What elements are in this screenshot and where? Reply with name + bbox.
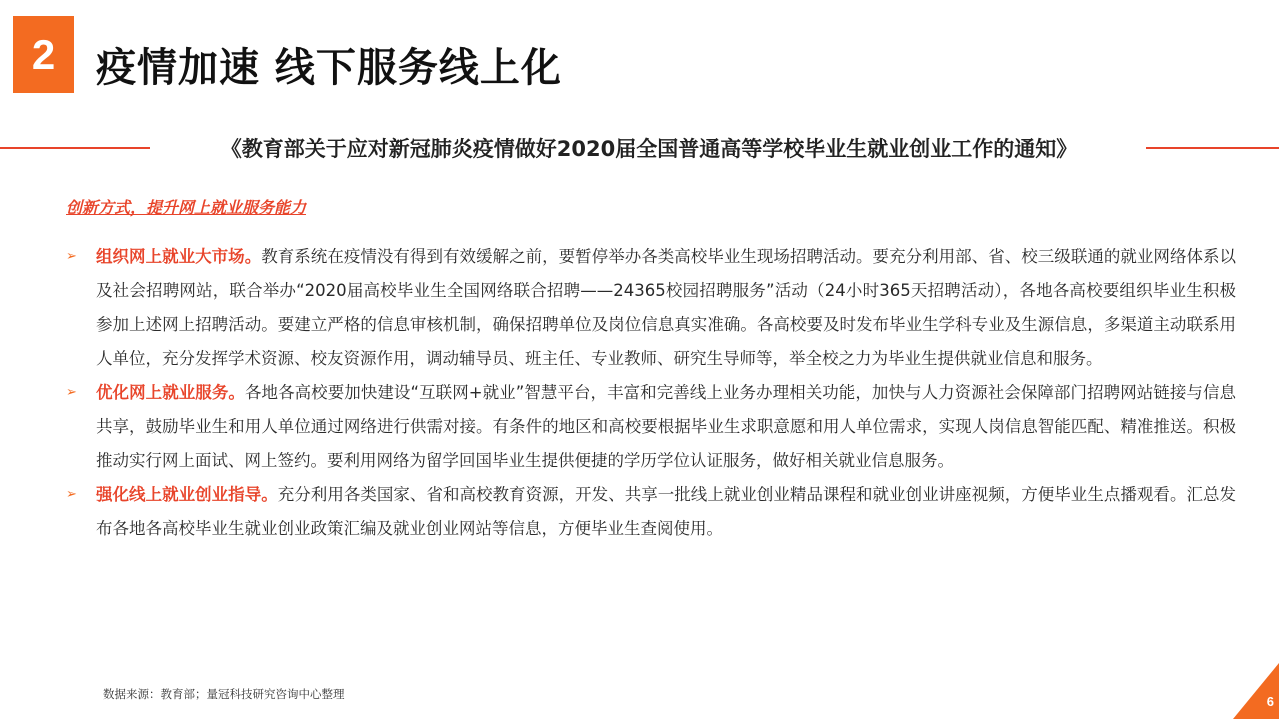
bullet-list — [66, 240, 1236, 546]
bullet-heading: 组织网上就业大市场。 — [96, 247, 262, 266]
subheading: 创新方式，提升网上就业服务能力 — [66, 198, 307, 217]
section-number: 2 — [31, 30, 56, 78]
source-note: 数据来源：教育部；量冠科技研究咨询中心整理 — [103, 687, 345, 701]
bullet-text: 充分利用各类国家、省和高校教育资源，开发、共享一批线上就业创业精品课程和就业创业讲座视频，方便毕业生点播观看。汇总发布各地各高校毕业生就业创业政策汇编及就业创业网站等信息，方便毕业生查阅使用。 — [96, 485, 1237, 538]
bullet-item — [66, 478, 1236, 546]
notice-rule-left — [0, 147, 150, 149]
page-number: 6 — [1266, 694, 1274, 709]
notice-title: 《教育部关于应对新冠肺炎疫情做好2020届全国普通高等学校毕业生就业创业工作的通知》 — [220, 137, 1078, 161]
arrow-right-icon: ➢ — [66, 249, 77, 264]
arrow-right-icon: ➢ — [66, 487, 77, 502]
arrow-right-icon: ➢ — [66, 385, 77, 400]
notice-rule-right — [1146, 147, 1279, 149]
bullet-item — [66, 376, 1236, 478]
page-corner-triangle — [1233, 663, 1279, 719]
section-number-badge — [13, 16, 74, 93]
bullet-heading: 优化网上就业服务。 — [96, 383, 245, 402]
page-title: 疫情加速 线下服务线上化 — [96, 45, 562, 91]
bullet-text: 各地各高校要加快建设“互联网+就业”智慧平台，丰富和完善线上业务办理相关功能，加快与人力资源社会保障部门招聘网站链接与信息共享，鼓励毕业生和用人单位通过网络进行供需对接。有条件的地区和高校要根据毕业生求职意愿和用人单位需求，实现人岗信息智能匹配、精准推送。积极推动实行网上面试、网上签约。要利用网络为留学回国毕业生提供便捷的学历学位认证服务，做好相关就业信息服务。 — [96, 383, 1237, 470]
bullet-text: 教育系统在疫情没有得到有效缓解之前，要暂停举办各类高校毕业生现场招聘活动。要充分利用部、省、校三级联通的就业网络体系以及社会招聘网站，联合举办“2020届高校毕业生全国网络联合招聘——24365校园招聘服务”活动（24小时365天招聘活动），各地各高校要组织毕业生积极参加上述网上招聘活动。要建立严格的信息审核机制，确保招聘单位及岗位信息真实准确。各高校要及时发布毕业生学科专业及生源信息，多渠道主动联系用人单位，充分发挥学术资源、校友资源作用，调动辅导员、班主任、专业教师、研究生导师等，举全校之力为毕业生提供就业信息和服务。 — [96, 247, 1237, 368]
bullet-item — [66, 240, 1236, 376]
bullet-heading: 强化线上就业创业指导。 — [96, 485, 278, 504]
